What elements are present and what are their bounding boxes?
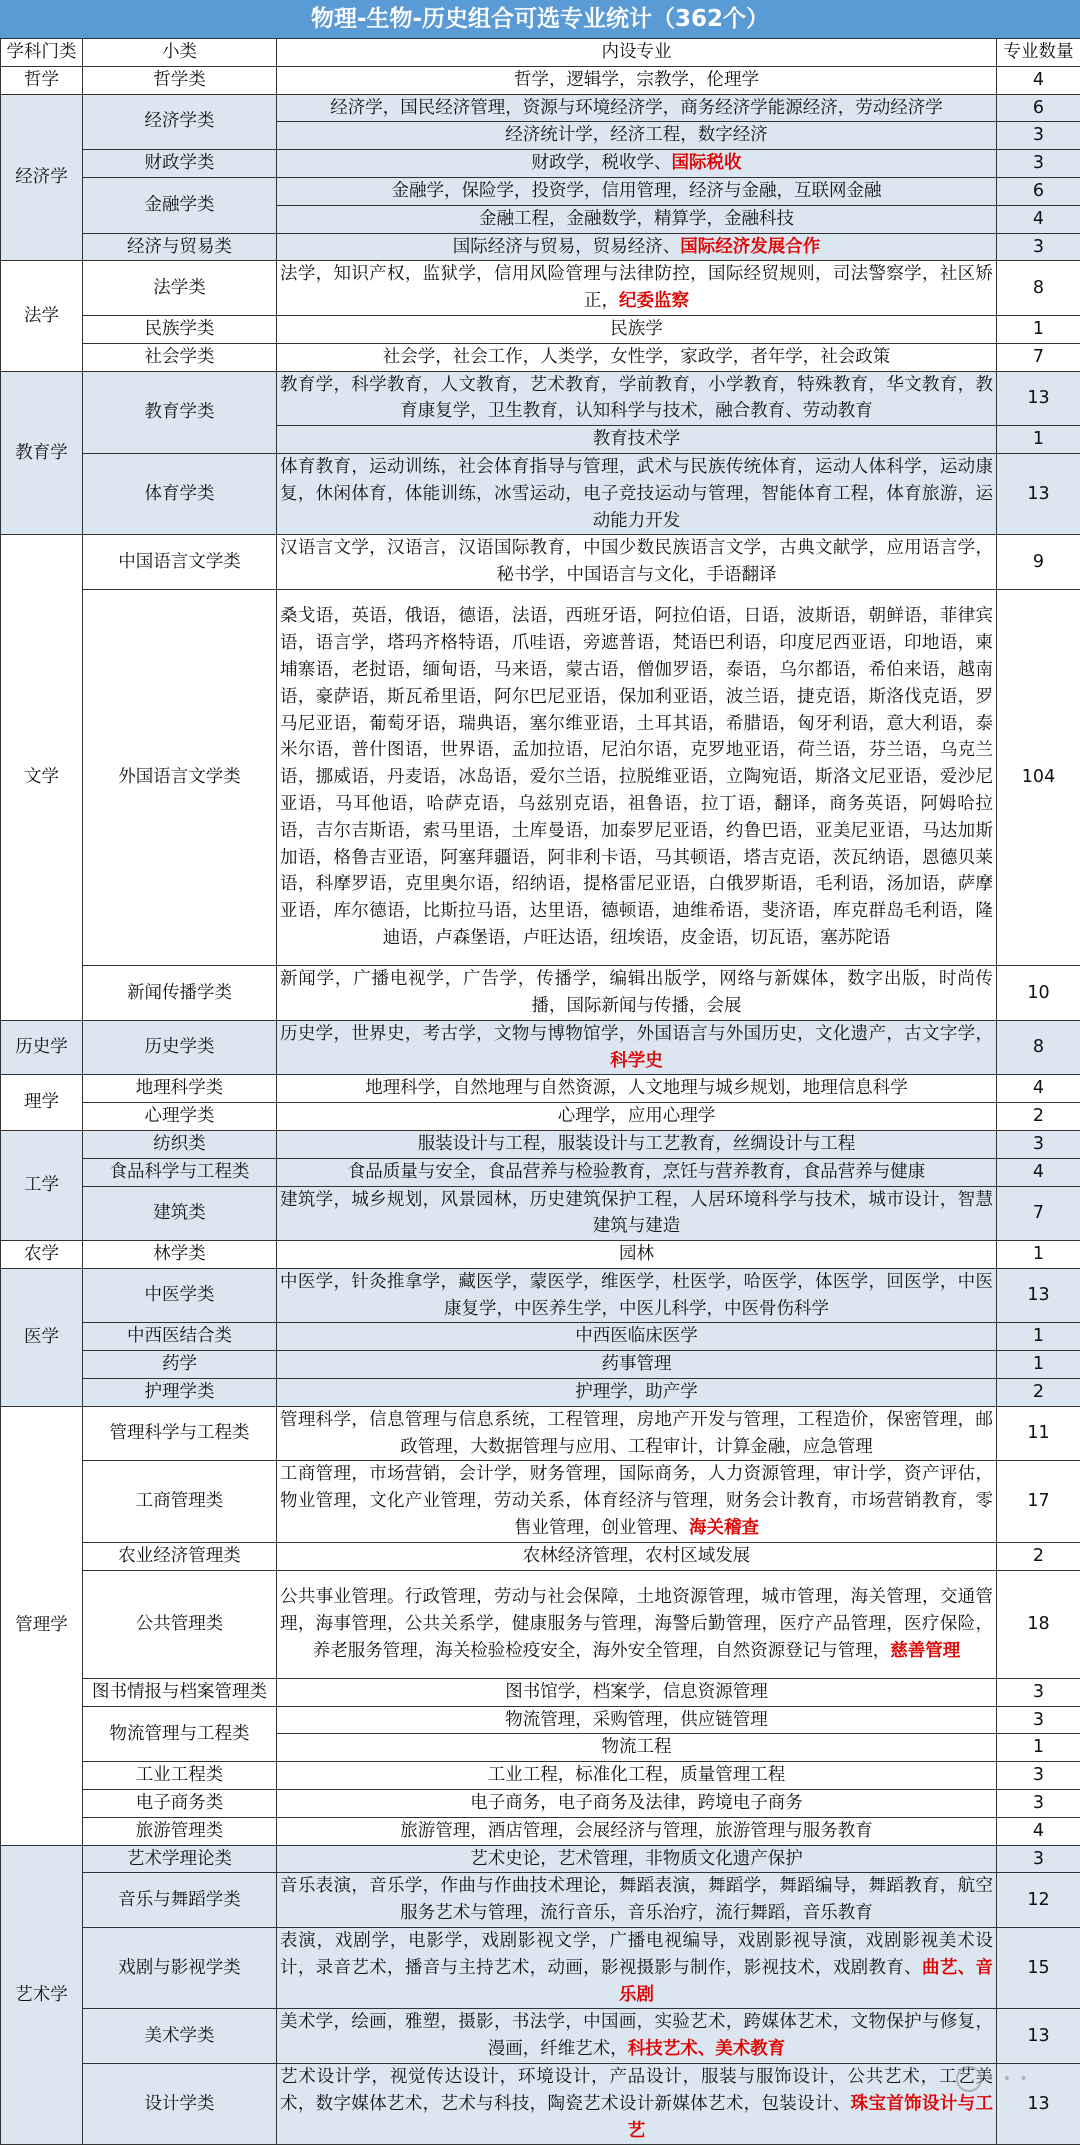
subcategory-cell: 法学类 [83, 261, 277, 316]
majors-table [0, 38, 1080, 2145]
table-row [1, 1762, 1080, 1790]
count-cell: 4 [997, 1158, 1080, 1186]
majors-cell [277, 1103, 997, 1131]
count-cell: 13 [997, 2009, 1080, 2064]
subcategory-cell: 地理科学类 [83, 1075, 277, 1103]
subcategory-cell: 心理学类 [83, 1103, 277, 1131]
table-row [1, 1020, 1080, 1075]
count-cell: 7 [997, 343, 1080, 371]
majors-cell [277, 1075, 997, 1103]
majors-text: 工商管理，市场营销，会计学，财务管理，国际商务，人力资源管理，审计学，资产评估，物业管理，文化产业管理，劳动关系，体育经济与管理，财务会计教育，市场营销教育，零售业管理，创业管理、 [280, 1464, 993, 1538]
majors-cell [277, 1186, 997, 1241]
majors-text: 服装设计与工程，服装设计与工艺教育，丝绸设计与工程 [418, 1134, 856, 1154]
subcategory-cell: 管理科学与工程类 [83, 1406, 277, 1461]
highlighted-major: 慈善管理 [890, 1641, 960, 1661]
majors-cell [277, 966, 997, 1021]
category-cell: 哲学 [1, 66, 83, 94]
subcategory-cell: 财政学类 [83, 150, 277, 178]
count-cell: 15 [997, 1928, 1080, 2009]
majors-cell [277, 589, 997, 965]
count-cell: 104 [997, 589, 1080, 965]
highlighted-major: 国际税收 [672, 153, 742, 173]
count-cell: 2 [997, 1542, 1080, 1570]
table-row [1, 1928, 1080, 2009]
subcategory-cell: 工业工程类 [83, 1762, 277, 1790]
category-cell: 艺术学 [1, 1845, 83, 2145]
count-cell: 9 [997, 535, 1080, 590]
table-row [1, 1790, 1080, 1818]
subcategory-cell: 经济与贸易类 [83, 233, 277, 261]
table-row [1, 177, 1080, 205]
count-cell: 1 [997, 1734, 1080, 1762]
count-cell: 4 [997, 205, 1080, 233]
table-row [1, 371, 1080, 426]
table-row [1, 1873, 1080, 1928]
majors-text: 物流工程 [602, 1737, 672, 1757]
subcategory-cell: 艺术学理论类 [83, 1845, 277, 1873]
majors-text: 财政学，税收学、 [532, 153, 672, 173]
count-cell: 1 [997, 1323, 1080, 1351]
count-cell: 18 [997, 1570, 1080, 1678]
subcategory-cell: 戏剧与影视学类 [83, 1928, 277, 2009]
table-body [1, 66, 1080, 2145]
majors-text: 食品质量与安全，食品营养与检验教育，烹饪与营养教育，食品营养与健康 [348, 1162, 926, 1182]
table-row [1, 966, 1080, 1021]
count-cell: 17 [997, 1461, 1080, 1542]
header-category: 学科门类 [1, 39, 83, 67]
count-cell: 13 [997, 371, 1080, 426]
count-cell: 3 [997, 1790, 1080, 1818]
table-row [1, 1542, 1080, 1570]
majors-text: 旅游管理，酒店管理，会展经济与管理，旅游管理与服务教育 [400, 1821, 873, 1841]
count-cell: 3 [997, 1706, 1080, 1734]
table-row [1, 94, 1080, 122]
header-count: 专业数量 [997, 39, 1080, 67]
count-cell: 10 [997, 966, 1080, 1021]
category-cell: 教育学 [1, 371, 83, 535]
table-row [1, 2064, 1080, 2145]
table-row [1, 1461, 1080, 1542]
majors-text: 图书馆学，档案学，信息资源管理 [505, 1682, 768, 1702]
subcategory-cell: 中西医结合类 [83, 1323, 277, 1351]
category-cell: 医学 [1, 1268, 83, 1406]
table-row [1, 1323, 1080, 1351]
table-row [1, 1268, 1080, 1323]
table-row [1, 535, 1080, 590]
category-cell: 理学 [1, 1075, 83, 1131]
count-cell: 4 [997, 1817, 1080, 1845]
watermark-logo [956, 2065, 1066, 2093]
majors-text: 农林经济管理，农村区域发展 [523, 1546, 751, 1566]
majors-cell [277, 1351, 997, 1379]
count-cell: 2 [997, 1379, 1080, 1407]
header-majors: 内设专业 [277, 39, 997, 67]
majors-cell [277, 343, 997, 371]
majors-cell [277, 1268, 997, 1323]
majors-cell [277, 94, 997, 122]
majors-cell [277, 1406, 997, 1461]
majors-cell [277, 1873, 997, 1928]
majors-cell [277, 1790, 997, 1818]
majors-text: 法学，知识产权，监狱学，信用风险管理与法律防控，国际经贸规则，司法警察学，社区矫正， [280, 264, 993, 311]
subcategory-cell: 哲学类 [83, 66, 277, 94]
category-cell: 历史学 [1, 1020, 83, 1075]
table-row [1, 1406, 1080, 1461]
majors-cell [277, 1241, 997, 1269]
table-row [1, 261, 1080, 316]
majors-text: 中西医临床医学 [575, 1326, 698, 1346]
table-row [1, 1075, 1080, 1103]
count-cell: 1 [997, 1241, 1080, 1269]
table-row [1, 1379, 1080, 1407]
count-cell: 4 [997, 66, 1080, 94]
table-row [1, 1186, 1080, 1241]
majors-cell [277, 535, 997, 590]
category-cell: 文学 [1, 535, 83, 1020]
table-row [1, 343, 1080, 371]
category-cell: 管理学 [1, 1406, 83, 1845]
subcategory-cell: 中医学类 [83, 1268, 277, 1323]
majors-text: 国际经济与贸易，贸易经济、 [453, 237, 681, 257]
majors-cell [277, 66, 997, 94]
table-row [1, 453, 1080, 534]
majors-text: 药事管理 [602, 1354, 672, 1374]
majors-text: 心理学，应用心理学 [558, 1106, 716, 1126]
majors-text: 教育技术学 [593, 429, 681, 449]
count-cell: 4 [997, 1075, 1080, 1103]
majors-cell [277, 1845, 997, 1873]
subcategory-cell: 经济学类 [83, 94, 277, 150]
highlighted-major: 科技艺术、美术教育 [628, 2039, 786, 2059]
count-cell: 12 [997, 1873, 1080, 1928]
majors-text: 管理科学，信息管理与信息系统，工程管理，房地产开发与管理，工程造价，保密管理，邮政管理，大数据管理与应用、工程审计，计算金融，应急管理 [280, 1410, 993, 1457]
count-cell: 3 [997, 150, 1080, 178]
table-row [1, 2009, 1080, 2064]
subcategory-cell: 体育学类 [83, 453, 277, 534]
majors-cell [277, 1020, 997, 1075]
majors-text: 电子商务，电子商务及法律，跨境电子商务 [470, 1793, 803, 1813]
table-row [1, 1678, 1080, 1706]
category-cell: 法学 [1, 261, 83, 371]
subcategory-cell: 音乐与舞蹈学类 [83, 1873, 277, 1928]
majors-text: 社会学，社会工作，人类学，女性学，家政学，者年学，社会政策 [383, 347, 891, 367]
category-cell: 经济学 [1, 94, 83, 261]
subcategory-cell: 物流管理与工程类 [83, 1706, 277, 1762]
majors-cell [277, 1928, 997, 2009]
table-row [1, 1103, 1080, 1131]
table-row [1, 66, 1080, 94]
majors-text: 表演，戏剧学，电影学，戏剧影视文学，广播电视编导，戏剧影视导演，戏剧影视美术设计，录音艺术，播音与主持艺术，动画，影视摄影与制作，影视技术，戏剧教育、 [280, 1931, 993, 1978]
majors-text: 新闻学，广播电视学，广告学，传播学，编辑出版学，网络与新媒体，数字出版，时尚传播，国际新闻与传播，会展 [280, 969, 993, 1016]
count-cell: 8 [997, 1020, 1080, 1075]
count-cell: 3 [997, 1678, 1080, 1706]
majors-text: 历史学，世界史，考古学，文物与博物馆学，外国语言与外国历史，文化遗产，古文字学， [280, 1024, 993, 1044]
majors-cell [277, 1130, 997, 1158]
majors-cell [277, 426, 997, 454]
count-cell: 8 [997, 261, 1080, 316]
subcategory-cell: 建筑类 [83, 1186, 277, 1241]
category-cell: 农学 [1, 1241, 83, 1269]
subcategory-cell: 旅游管理类 [83, 1817, 277, 1845]
subcategory-cell: 药学 [83, 1351, 277, 1379]
majors-text: 经济统计学，经济工程，数字经济 [505, 125, 768, 145]
count-cell: 6 [997, 94, 1080, 122]
highlighted-major: 纪委监察 [619, 291, 689, 311]
subcategory-cell: 新闻传播学类 [83, 966, 277, 1021]
majors-cell [277, 1678, 997, 1706]
subcategory-cell: 金融学类 [83, 177, 277, 233]
majors-cell [277, 122, 997, 150]
subcategory-cell: 林学类 [83, 1241, 277, 1269]
majors-text: 工业工程，标准化工程，质量管理工程 [488, 1765, 786, 1785]
count-cell: 11 [997, 1406, 1080, 1461]
majors-text: 园林 [619, 1244, 654, 1264]
majors-text: 民族学 [610, 319, 663, 339]
majors-cell [277, 1706, 997, 1734]
majors-text: 艺术史论，艺术管理，非物质文化遗产保护 [470, 1849, 803, 1869]
majors-cell [277, 1817, 997, 1845]
subcategory-cell: 护理学类 [83, 1379, 277, 1407]
majors-cell [277, 205, 997, 233]
majors-cell [277, 1570, 997, 1678]
majors-cell [277, 1542, 997, 1570]
majors-cell [277, 1762, 997, 1790]
majors-text: 桑戈语，英语，俄语，德语，法语，西班牙语，阿拉伯语，日语，波斯语，朝鲜语，菲律宾语，语言学，塔玛齐格特语，爪哇语，旁遮普语，梵语巴利语，印度尼西亚语，印地语，柬埔寨语，老挝语，缅甸语，马来语，蒙古语，僧伽罗语，泰语，乌尔都语，希伯来语，越南语，豪萨语，斯瓦希里语，阿尔巴尼亚语，保加利亚语，波兰语，捷克语，斯洛伐克语，罗马尼亚语，葡萄牙语，瑞典语，塞尔维亚语，土耳其语，希腊语，匈牙利语，意大利语，泰米尔语，普什图语，世界语，孟加拉语，尼泊尔语，克罗地亚语，荷兰语，芬兰语，乌克兰语，挪威语，丹麦语，冰岛语，爱尔兰语，拉脱维亚语，立陶宛语，斯洛文尼亚语，爱沙尼亚语，马耳他语，哈萨克语，乌兹别克语，祖鲁语，拉丁语，翻译，商务英语，阿姆哈拉语，吉尔吉斯语，索马里语，土库曼语，加泰罗尼亚语，约鲁巴语，亚美尼亚语，马达加斯加语，格鲁吉亚语，阿塞拜疆语，阿非利卡语，马其顿语，塔吉克语，茨瓦纳语，恩德贝莱语，科摩罗语，克里奥尔语，绍纳语，提格雷尼亚语，白俄罗斯语，毛利语，汤加语，萨摩亚语，库尔德语，比斯拉马语，达里语，德顿语，迪维希语，斐济语，库克群岛毛利语，隆迪语，卢森堡语，卢旺达语，纽埃语，皮金语，切瓦语，塞苏陀语 [280, 606, 993, 948]
table-row [1, 233, 1080, 261]
count-cell: 2 [997, 1103, 1080, 1131]
category-cell: 工学 [1, 1130, 83, 1240]
subcategory-cell: 食品科学与工程类 [83, 1158, 277, 1186]
count-cell: 3 [997, 1845, 1080, 1873]
majors-text: 金融工程，金融数学，精算学，金融科技 [479, 209, 794, 229]
majors-cell [277, 233, 997, 261]
subcategory-cell: 历史学类 [83, 1020, 277, 1075]
count-cell: 3 [997, 122, 1080, 150]
majors-text: 地理科学，自然地理与自然资源，人文地理与城乡规划，地理信息科学 [365, 1078, 908, 1098]
table-row [1, 150, 1080, 178]
count-cell: 3 [997, 1762, 1080, 1790]
header-row [1, 39, 1080, 67]
watermark-dots-icon: • • • [986, 2071, 1030, 2087]
count-cell: 13 [997, 1268, 1080, 1323]
subcategory-cell: 外国语言文学类 [83, 589, 277, 965]
majors-text: 美术学，绘画，雅塑，摄影，书法学，中国画，实验艺术，跨媒体艺术，文物保护与修复，漫画，纤维艺术， [280, 2012, 993, 2059]
subcategory-cell: 公共管理类 [83, 1570, 277, 1678]
subcategory-cell: 民族学类 [83, 315, 277, 343]
majors-cell [277, 315, 997, 343]
count-cell: 1 [997, 1351, 1080, 1379]
subcategory-cell: 中国语言文学类 [83, 535, 277, 590]
majors-text: 中医学，针灸推拿学，藏医学，蒙医学，维医学，杜医学，哈医学，体医学，回医学，中医康复学，中医养生学，中医儿科学，中医骨伤科学 [280, 1272, 993, 1319]
majors-cell [277, 1323, 997, 1351]
highlighted-major: 珠宝首饰设计与工艺 [628, 2094, 993, 2141]
majors-cell [277, 2064, 997, 2145]
majors-text: 哲学，逻辑学，宗教学，伦理学 [514, 70, 759, 90]
count-cell: 7 [997, 1186, 1080, 1241]
subcategory-cell: 电子商务类 [83, 1790, 277, 1818]
subcategory-cell: 纺织类 [83, 1130, 277, 1158]
majors-text: 体育教育，运动训练，社会体育指导与管理，武术与民族传统体育，运动人体科学，运动康复，休闲体育，体能训练，冰雪运动，电子竞技运动与管理，智能体育工程，体育旅游，运动能力开发 [280, 457, 993, 531]
table-row [1, 1241, 1080, 1269]
majors-text: 教育学，科学教育，人文教育，艺术教育，学前教育，小学教育，特殊教育，华文教育，教育康复学，卫生教育，认知科学与技术，融合教育、劳动教育 [280, 375, 993, 422]
majors-cell [277, 177, 997, 205]
highlighted-major: 曲艺、音乐剧 [619, 1958, 993, 2005]
subcategory-cell: 工商管理类 [83, 1461, 277, 1542]
subcategory-cell: 农业经济管理类 [83, 1542, 277, 1570]
table-row [1, 1570, 1080, 1678]
majors-cell [277, 1379, 997, 1407]
subcategory-cell: 教育学类 [83, 371, 277, 453]
majors-text: 物流管理，采购管理，供应链管理 [505, 1710, 768, 1730]
majors-text: 经济学，国民经济管理，资源与环境经济学，商务经济学能源经济，劳动经济学 [330, 98, 943, 118]
count-cell: 13 [997, 2064, 1080, 2145]
table-row [1, 1158, 1080, 1186]
majors-cell [277, 1158, 997, 1186]
subcategory-cell: 图书情报与档案管理类 [83, 1678, 277, 1706]
majors-cell [277, 1461, 997, 1542]
majors-text: 艺术设计学，视觉传达设计，环境设计，产品设计，服装与服饰设计，公共艺术，工艺美术，数字媒体艺术，艺术与科技，陶瓷艺术设计新媒体艺术，包装设计、 [280, 2067, 993, 2114]
highlighted-major: 科学史 [610, 1051, 663, 1071]
header-subcategory: 小类 [83, 39, 277, 67]
table-row [1, 315, 1080, 343]
table-row [1, 1706, 1080, 1734]
majors-cell [277, 453, 997, 534]
majors-text: 音乐表演，音乐学，作曲与作曲技术理论，舞蹈表演，舞蹈学，舞蹈编导，舞蹈教育，航空服务艺术与管理，流行音乐，音乐治疗，流行舞蹈，音乐教育 [280, 1876, 993, 1923]
count-cell: 3 [997, 1130, 1080, 1158]
majors-text: 建筑学，城乡规划，风景园林，历史建筑保护工程，人居环境科学与技术，城市设计，智慧建筑与建造 [280, 1190, 993, 1237]
majors-cell [277, 371, 997, 426]
count-cell: 1 [997, 315, 1080, 343]
majors-cell [277, 2009, 997, 2064]
highlighted-major: 国际经济发展合作 [680, 237, 820, 257]
highlighted-major: 海关稽查 [689, 1518, 759, 1538]
count-cell: 13 [997, 453, 1080, 534]
table-row [1, 1130, 1080, 1158]
watermark-circle-icon [956, 2066, 982, 2092]
subcategory-cell: 设计学类 [83, 2064, 277, 2145]
majors-text: 金融学，保险学，投资学，信用管理，经济与金融，互联网金融 [392, 181, 882, 201]
majors-text: 公共事业管理。行政管理，劳动与社会保障，土地资源管理，城市管理，海关管理，交通管理，海事管理，公共关系学，健康服务与管理，海警后勤管理，医疗产品管理，医疗保险，养老服务管理，海关检验检疫安全，海外安全管理，自然资源登记与管理， [280, 1587, 993, 1661]
majors-cell [277, 150, 997, 178]
table-row [1, 1351, 1080, 1379]
table-row [1, 1817, 1080, 1845]
table-row [1, 1845, 1080, 1873]
majors-cell [277, 1734, 997, 1762]
majors-text: 护理学，助产学 [575, 1382, 698, 1402]
count-cell: 3 [997, 233, 1080, 261]
table-row [1, 589, 1080, 965]
count-cell: 6 [997, 177, 1080, 205]
count-cell: 1 [997, 426, 1080, 454]
majors-cell [277, 261, 997, 316]
table-title: 物理-生物-历史组合可选专业统计（362个） [0, 0, 1080, 38]
majors-text: 汉语言文学，汉语言，汉语国际教育，中国少数民族语言文学，古典文献学，应用语言学，秘书学，中国语言与文化，手语翻译 [280, 538, 993, 585]
subcategory-cell: 美术学类 [83, 2009, 277, 2064]
subcategory-cell: 社会学类 [83, 343, 277, 371]
